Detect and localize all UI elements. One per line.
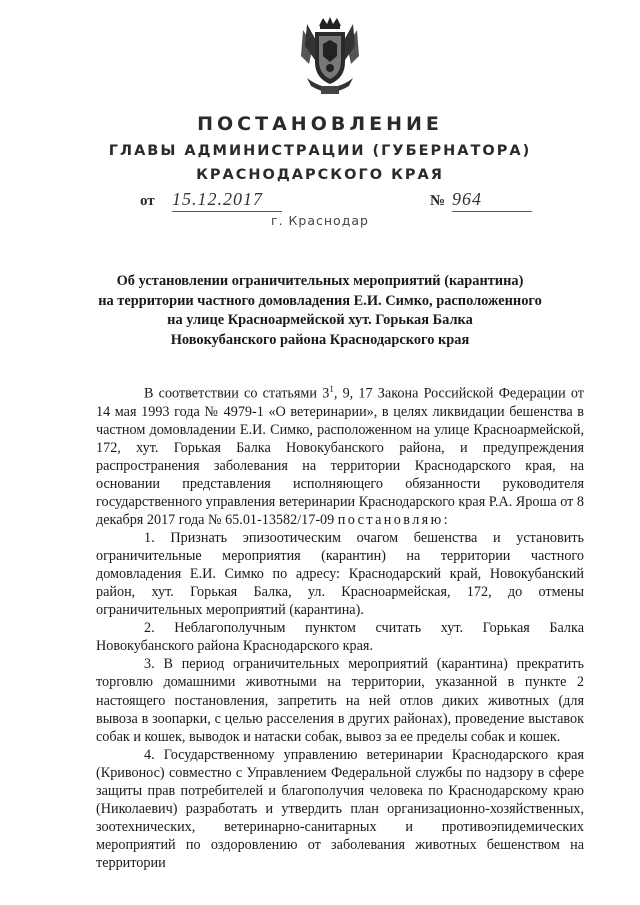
document-type-heading: ПОСТАНОВЛЕНИЕ: [197, 113, 443, 135]
preamble-text-a: В соответствии со статьями 3: [144, 385, 330, 402]
title-line: на территории частного домовладения Е.И. Симко, расположенного: [98, 292, 542, 309]
title-line: на улице Красноармейской хут. Горькая Балка: [167, 312, 473, 328]
date-value: 15.12.2017: [172, 189, 282, 212]
date-prefix: от: [140, 193, 155, 209]
clause-paragraph: 3. В период ограничительных мероприятий (карантина) прекратить торговлю домашними животными на территории, указанной в пункте 2 настоящего постановления, запретить на ней отлов диких животных (для вывоза в зоопарки, с целью расселения в других районах), проведение выставок собак и кошек, выводок и натаски собак, вывоз за ее пределы собак и кошек.: [96, 656, 584, 745]
clause-paragraph: 4. Государственному управлению ветеринарии Краснодарского края (Кривонос) совместно с Управлением Федеральной службы по надзору в сфере защиты прав потребителей и благополучия человека по Краснодарскому краю (Николаевич) разработать и утвердить план организационно-хозяйственных, зоотехнических, ветеринарно-санитарных и противоэпидемических мероприятий по оздоровлению от заболевания животных бешенством на территории: [96, 746, 584, 871]
resolve-word: постановляю:: [337, 512, 450, 529]
issuer-heading-line2: КРАСНОДАРСКОГО КРАЯ: [196, 167, 444, 183]
document-title: [90, 272, 550, 350]
clause-paragraph: 1. Признать эпизоотическим очагом бешенства и установить ограничительные мероприятия (карантин) на территории частного домовладения Е.И. Симко по адресу: Краснодарский край, Новокубанский район, хут. Горькая Балка, ул. Красноармейская, 172, до отмены ограничительных мероприятий (карантина).: [96, 530, 584, 619]
issuer-heading-line1: ГЛАВЫ АДМИНИСТРАЦИИ (ГУБЕРНАТОРА): [108, 143, 532, 159]
preamble-text-b: , 9, 17 Закона Российской Федерации от 14 мая 1993 года № 4979-1 «О ветеринарии», в целях ликвидации бешенства в частном домовладении Е.И. Симко, расположенном на улице Красноармейской, 172, хут. Горькая Балка Новокубанского района, и предупреждения распространения заболевания на территории Краснодарского края, на основании представления исполняющего обязанности руководителя государственного управления ветеринарии Краснодарского края Р.А. Яроша от 8 декабря 2017 года № 65.01-13582/17-09: [96, 385, 585, 529]
document-body: [96, 380, 584, 872]
clause-paragraph: 2. Неблагополучным пунктом считать хут. Горькая Балка Новокубанского района Краснодарского края.: [96, 620, 584, 655]
city-label: г. Краснодар: [271, 213, 369, 228]
number-prefix: №: [430, 193, 446, 209]
title-line: Новокубанского района Краснодарского края: [170, 331, 470, 348]
article-superscript: 1: [329, 384, 334, 394]
coat-of-arms-emblem: [297, 16, 363, 96]
document-number: 964: [452, 189, 532, 212]
title-line: Об установлении ограничительных мероприятий (карантина): [116, 273, 524, 289]
preamble-paragraph: [96, 380, 584, 529]
